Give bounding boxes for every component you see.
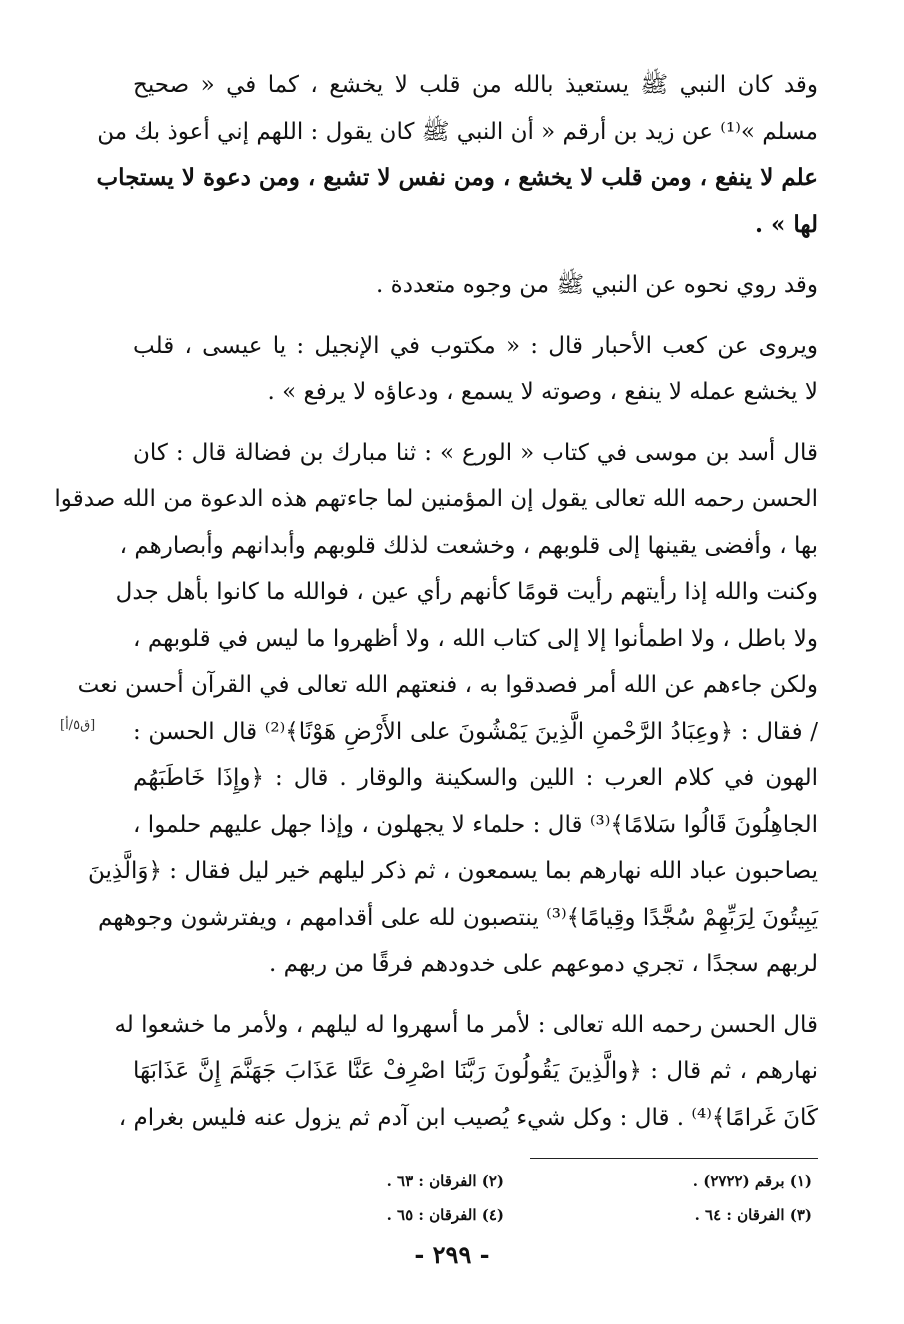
text-line: يَبِيتُونَ لِرَبِّهِمْ سُجَّدًا وقِيامًا﴾⁽³⁾ ينتصبون لله على أقدامهم ، ويفترشون وجوههم — [97, 904, 818, 931]
text-line: ولا باطل ، ولا اطمأنوا إلا إلى كتاب الله ، ولا أظهروا ما ليس في قلوبهم ، — [133, 625, 818, 652]
text-line: مسلم »⁽¹⁾ عن زيد بن أرقم « أن النبي ﷺ كان يقول : اللهم إني أعوذ بك من — [97, 118, 818, 145]
text-line: الجاهِلُونَ قَالُوا سَلامًا﴾⁽³⁾ قال : حلماء لا يجهلون ، وإذا جهل عليهم حلموا ، — [133, 811, 819, 838]
text-line: علم لا ينفع ، ومن قلب لا يخشع ، ومن نفس لا تشبع ، ومن دعوة لا يستجاب — [96, 164, 818, 191]
text-line: لها » . — [754, 210, 818, 238]
text-line: كَانَ غَرامًا﴾⁽⁴⁾ . قال : وكل شيء يُصيب ابن آدم ثم يزول عنه فليس بغرام ، — [118, 1104, 818, 1131]
text-line: لا يخشع عمله لا ينفع ، وصوته لا يسمع ، ودعاؤه لا يرفع » . — [267, 379, 818, 405]
text-line: / فقال : ﴿وعِبَادُ الرَّحْمنِ الَّذِينَ يَمْشُونَ على الأَرْضِ هَوْنًا﴾⁽²⁾ قال الحسن : — [133, 718, 818, 745]
text-line: يصاحبون عباد الله نهارهم بما يسمعون ، ثم ذكر ليلهم خير ليل فقال : ﴿وَالَّذِينَ — [87, 858, 818, 884]
page-number: - ٢٩٩ - — [414, 1240, 490, 1269]
text-line: وكنت والله إذا رأيتهم رأيت قومًا كأنهم رأي عين ، فوالله ما كانوا بأهل جدل — [115, 579, 818, 605]
footnote-1: (١) برقم (٢٧٢٢) . — [692, 1172, 812, 1190]
text-line: وقد روي نحوه عن النبي ﷺ من وجوه متعددة . — [376, 272, 818, 298]
footnote-divider — [530, 1158, 818, 1159]
paragraph — [96, 62, 818, 248]
text-line: ويروى عن كعب الأحبار قال : « مكتوب في الإنجيل : يا عيسى ، قلب — [133, 332, 818, 359]
manuscript-folio-note: [ق٥/أ] — [60, 718, 96, 733]
text-line: لربهم سجدًا ، تجري دموعهم على خدودهم فرقًا من ربهم . — [269, 951, 818, 977]
text-line: الحسن رحمه الله تعالى يقول إن المؤمنين لما جاءتهم هذه الدعوة من الله صدقوا — [54, 486, 818, 512]
footnote-2: (٢) الفرقان : ٦٣ . — [386, 1172, 504, 1190]
text-line: نهارهم ، ثم قال : ﴿والَّذِينَ يَقُولُونَ رَبَّنَا اصْرِفْ عَنَّا عَذَابَ جَهَنَّمَ إِنَّ عَذَابَهَا — [133, 1058, 818, 1084]
text-line: بها ، وأفضى يقينها إلى قلوبهم ، وخشعت لذلك قلوبهم وأبدانهم وأبصارهم ، — [119, 532, 818, 559]
text-line: قال الحسن رحمه الله تعالى : لأمر ما أسهروا له ليلهم ، ولأمر ما خشعوا له — [114, 1011, 818, 1038]
text-line: وقد كان النبي ﷺ يستعيذ بالله من قلب لا يخشع ، كما في « صحيح — [133, 72, 818, 98]
paragraph — [133, 262, 818, 309]
paragraph — [114, 1002, 818, 1142]
text-line: قال أسد بن موسى في كتاب « الورع » : ثنا مبارك بن فضالة قال : كان — [133, 439, 818, 466]
footnote-4: (٤) الفرقان : ٦٥ . — [386, 1206, 504, 1224]
text-line: ولكن جاءهم عن الله أمر فصدقوا به ، فنعتهم الله تعالى في القرآن أحسن نعت — [77, 672, 818, 698]
paragraph — [133, 323, 818, 416]
text-line: الهون في كلام العرب : اللين والسكينة والوقار . قال : ﴿وإِذَا خَاطَبَهُم — [133, 765, 818, 791]
footnote-3: (٣) الفرقان : ٦٤ . — [694, 1206, 812, 1224]
